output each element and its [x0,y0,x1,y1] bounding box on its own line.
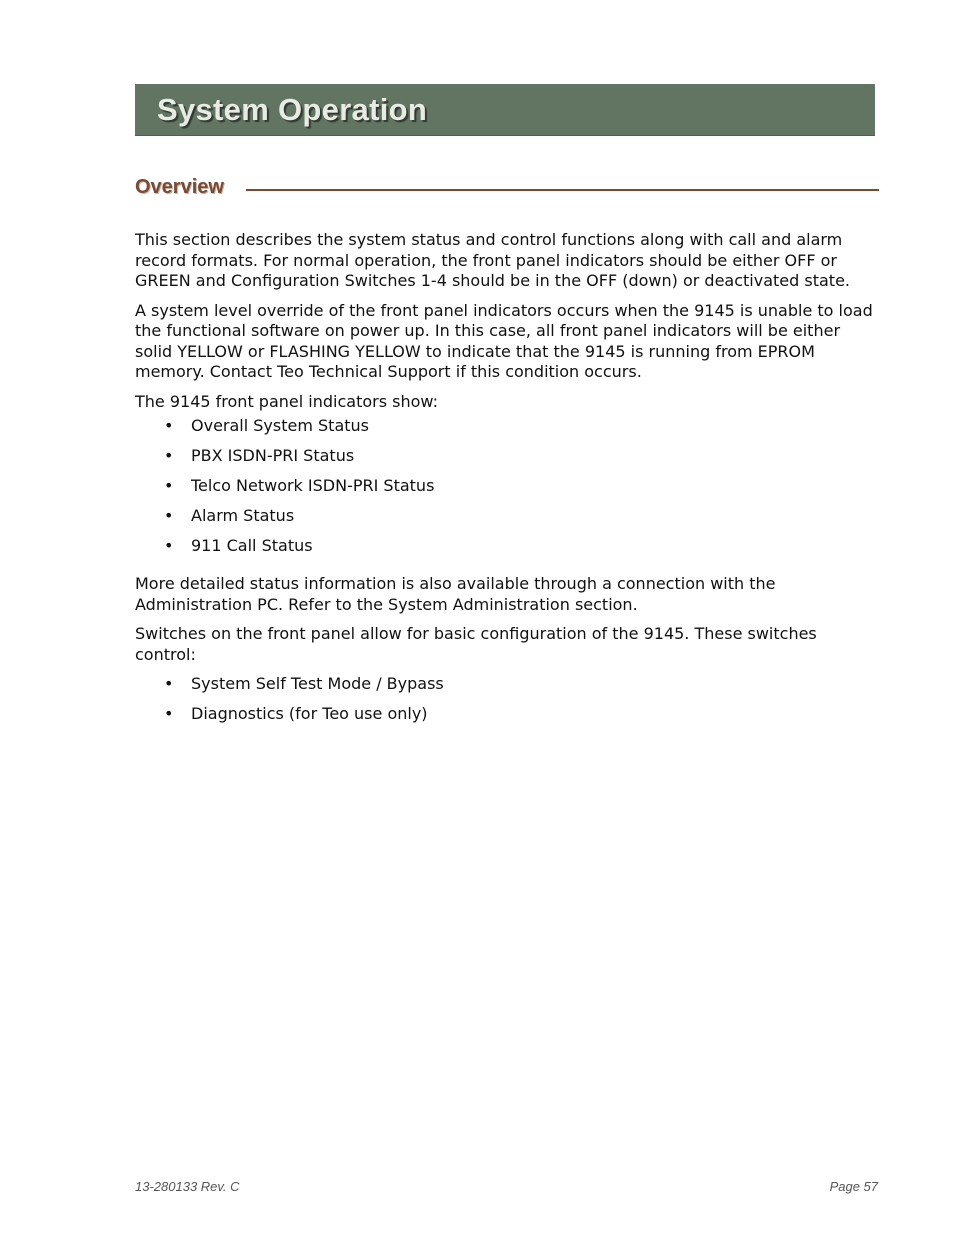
chapter-title-bar [135,84,875,136]
list-item-text: Overall System Status [191,416,369,435]
list-item-text: 911 Call Status [191,536,313,555]
list-item-text: System Self Test Mode / Bypass [191,674,444,693]
section-heading [135,176,879,204]
bullet-icon: • [164,446,174,465]
section-title: Overview [135,176,224,198]
list-item [135,704,879,734]
list-item [135,506,879,536]
list-item-text: Diagnostics (for Teo use only) [191,704,428,723]
list-item-text: PBX ISDN-PRI Status [191,446,355,465]
footer-doc-number: 13-280133 Rev. C [135,1179,240,1194]
bullet-icon: • [164,476,174,495]
list-item [135,416,879,446]
section-rule [246,189,879,191]
paragraph-intro: This section describes the system status and control functions along with call and alarm record formats. For normal operation, the front panel indicators should be either OFF or GREEN and Configuration Switches 1-4 should be in the OFF (down) or deactivated state. [135,230,850,290]
bullet-icon: • [164,416,174,435]
list-item-text: Telco Network ISDN-PRI Status [191,476,435,495]
list-item [135,476,879,506]
list-item [135,536,879,566]
paragraph-admin: More detailed status information is also available through a connection with the Administration PC. Refer to the System Administration section. [135,574,776,614]
footer-page-number: Page 57 [829,1179,878,1194]
paragraph-switches-intro: Switches on the front panel allow for basic configuration of the 9145. These switches control: [135,624,817,664]
bullet-icon: • [164,704,174,723]
list-item [135,446,879,476]
switch-list [135,674,879,734]
paragraph-indicators-intro: The 9145 front panel indicators show: [135,391,438,411]
list-item-text: Alarm Status [191,506,295,525]
body-content [135,230,879,742]
bullet-icon: • [164,674,174,693]
bullet-icon: • [164,506,174,525]
list-item [135,674,879,704]
bullet-icon: • [164,536,174,555]
chapter-title: System Operation [157,92,428,127]
indicator-list [135,416,879,566]
paragraph-override: A system level override of the front panel indicators occurs when the 9145 is unable to load the functional software on power up. In this case, all front panel indicators will be either solid YELLOW or FLASHING YELLOW to indicate that the 9145 is running from EPROM memory. Contact Teo Technical Support if this condition occurs. [135,300,873,381]
